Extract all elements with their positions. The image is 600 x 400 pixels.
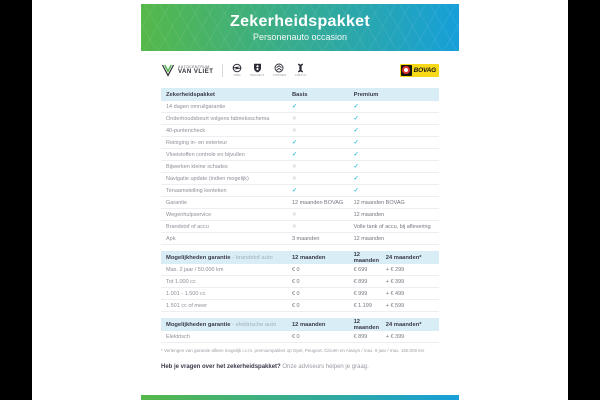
table-row bbox=[161, 161, 439, 173]
question-rest: Onze adviseurs helpen je graag. bbox=[282, 363, 369, 370]
row-label: Garantie bbox=[166, 199, 188, 206]
basis-cell: 3 maanden bbox=[291, 235, 320, 242]
brand-opel bbox=[232, 63, 242, 77]
brand-peugeot-label: PEUGEOT bbox=[250, 74, 265, 77]
table-row bbox=[161, 185, 439, 197]
aiways-logo-icon bbox=[294, 63, 307, 73]
price-cell: + € 299 bbox=[385, 266, 405, 273]
basis-cell: ✓ bbox=[291, 152, 297, 158]
header-12m-a: 12 maanden bbox=[291, 321, 326, 328]
row-label: 40-puntencheck bbox=[166, 127, 206, 134]
table-row bbox=[161, 197, 439, 209]
dealer-name-bottom: VAN VLIET bbox=[178, 69, 214, 75]
electric-warranty-table bbox=[161, 318, 439, 343]
row-label: Onderhoudsbeurt volgens fabrieksschema bbox=[166, 115, 270, 122]
logo-divider bbox=[222, 64, 223, 77]
basis-cell: ✓ bbox=[291, 188, 297, 194]
brand-logos bbox=[232, 63, 307, 77]
bovag-logo bbox=[400, 64, 439, 77]
bovag-icon bbox=[401, 65, 412, 76]
question-bold: Heb je vragen over het zekerheidspakket? bbox=[161, 363, 281, 370]
peugeot-logo-icon bbox=[253, 63, 262, 73]
table-row bbox=[161, 233, 439, 245]
table-row bbox=[161, 137, 439, 149]
header-basis: Basis bbox=[291, 91, 308, 98]
header-fuel-subtitle: - brandstof auto bbox=[232, 254, 273, 261]
price-cell: € 999 bbox=[353, 290, 368, 297]
row-label: Vloeistoffen controle en bijvullen bbox=[166, 151, 245, 158]
premium-cell: ✓ bbox=[353, 128, 359, 134]
premium-cell: ✓ bbox=[353, 104, 359, 110]
row-label: Max. 2 jaar / 50.000 km bbox=[166, 266, 224, 273]
table-row bbox=[161, 149, 439, 161]
row-label: 14 dagen omruilgarantie bbox=[166, 103, 226, 110]
row-label: Tenaamstelling kenteken bbox=[166, 187, 227, 194]
header-electric-title: Mogelijkheden garantie - elektrische auto bbox=[166, 321, 277, 328]
header-24m: 24 maanden* bbox=[385, 254, 422, 261]
header-12m-b: 12 maanden bbox=[353, 251, 380, 264]
header-24m: 24 maanden* bbox=[385, 321, 422, 328]
price-cell: € 0 bbox=[291, 278, 300, 285]
row-label: Apk bbox=[166, 235, 176, 242]
opel-logo-icon bbox=[232, 63, 242, 73]
fuel-table-header bbox=[161, 251, 439, 264]
footer-gradient-bar bbox=[141, 395, 459, 400]
table-row bbox=[161, 331, 439, 343]
premium-cell: ✓ bbox=[353, 152, 359, 158]
brand-citroen bbox=[273, 63, 286, 77]
row-label: Reiniging in- en exterieur bbox=[166, 139, 228, 146]
logo-row bbox=[161, 58, 439, 82]
package-table bbox=[161, 88, 439, 245]
row-label: Wegenhulpservice bbox=[166, 211, 212, 218]
table-row bbox=[161, 221, 439, 233]
header-12m-b: 12 maanden bbox=[353, 318, 380, 331]
row-label: Navigatie update (indien mogelijk) bbox=[166, 175, 249, 182]
price-cell: + € 599 bbox=[385, 302, 405, 309]
content-column bbox=[141, 4, 459, 400]
basis-cell: ✕ bbox=[291, 211, 297, 218]
bovag-label: BOVAG bbox=[413, 66, 436, 74]
premium-cell: ✓ bbox=[353, 176, 359, 182]
price-cell: € 699 bbox=[353, 266, 368, 273]
table-row bbox=[161, 113, 439, 125]
table-row bbox=[161, 101, 439, 113]
basis-cell: ✓ bbox=[291, 104, 297, 110]
brand-aiways-label: AIWAYS bbox=[294, 74, 307, 77]
table-row bbox=[161, 264, 439, 276]
price-cell: € 899 bbox=[353, 333, 368, 340]
page-title: Zekerheidspakket bbox=[230, 13, 370, 31]
dealer-v-icon bbox=[161, 64, 175, 77]
price-cell: € 0 bbox=[291, 290, 300, 297]
page-subtitle: Personenauto occasion bbox=[252, 31, 348, 42]
row-label: Bijwerken kleine schades bbox=[166, 163, 228, 170]
basis-cell: ✕ bbox=[291, 223, 297, 230]
table-row bbox=[161, 288, 439, 300]
row-label: 1.501 cc of meer bbox=[166, 302, 207, 309]
table-row bbox=[161, 173, 439, 185]
premium-cell: 12 maanden bbox=[353, 211, 385, 218]
table-row bbox=[161, 276, 439, 288]
footnote: * Verlengen van garantie alleen mogelijk i.c.m. premiumpakket op Opel, Peugeot, Citroën en Aiways / max. 8 jaar / max. 150.000 km bbox=[161, 348, 425, 353]
row-label: Brandstof of accu bbox=[166, 223, 209, 230]
premium-cell: Volle tank of accu, bij aflevering bbox=[353, 223, 431, 230]
dealer-logo bbox=[161, 64, 213, 77]
fuel-warranty-table bbox=[161, 251, 439, 312]
basis-cell: ✓ bbox=[291, 140, 297, 146]
price-cell: € 1.199 bbox=[353, 302, 372, 309]
price-cell: € 899 bbox=[353, 278, 368, 285]
price-cell: + € 399 bbox=[385, 278, 405, 285]
document-page bbox=[32, 0, 568, 400]
header-package: Zekerheidspakket bbox=[166, 91, 215, 98]
dealer-name bbox=[178, 65, 213, 75]
price-cell: € 0 bbox=[291, 266, 300, 273]
price-cell: + € 499 bbox=[385, 290, 405, 297]
package-table-header bbox=[161, 88, 439, 101]
brand-opel-label: OPEL bbox=[233, 74, 242, 77]
basis-cell: ✕ bbox=[291, 175, 297, 182]
basis-cell: ✕ bbox=[291, 115, 297, 122]
electric-table-header bbox=[161, 318, 439, 331]
premium-cell: ✓ bbox=[353, 116, 359, 122]
premium-cell: 12 maanden BOVAG bbox=[353, 199, 405, 206]
header-banner bbox=[141, 4, 459, 51]
premium-cell: ✓ bbox=[353, 164, 359, 170]
table-row bbox=[161, 209, 439, 221]
citroen-logo-icon bbox=[274, 63, 284, 73]
header-electric-subtitle: - elektrische auto bbox=[232, 321, 277, 328]
row-label: 1.001 - 1.500 cc bbox=[166, 290, 206, 297]
header-12m-a: 12 maanden bbox=[291, 254, 326, 261]
price-cell: € 0 bbox=[291, 333, 300, 340]
header-fuel-title: Mogelijkheden garantie - brandstof auto bbox=[166, 254, 273, 261]
brand-peugeot bbox=[250, 63, 264, 77]
premium-cell: 12 maanden bbox=[353, 235, 385, 242]
price-cell: + € 399 bbox=[385, 333, 405, 340]
question-line bbox=[161, 364, 439, 370]
brand-citroen-label: CITROËN bbox=[272, 74, 287, 77]
header-premium: Premium bbox=[353, 91, 379, 98]
dealer-name-top: AUTOCENTRUM bbox=[178, 65, 210, 69]
price-cell: € 0 bbox=[291, 302, 300, 309]
row-label: Elektrisch bbox=[166, 333, 190, 340]
brand-aiways bbox=[294, 63, 307, 77]
basis-cell: ✕ bbox=[291, 127, 297, 134]
row-label: Tot 1.000 cc bbox=[166, 278, 196, 285]
table-row bbox=[161, 300, 439, 312]
basis-cell: ✕ bbox=[291, 163, 297, 170]
premium-cell: ✓ bbox=[353, 188, 359, 194]
table-row bbox=[161, 125, 439, 137]
premium-cell: ✓ bbox=[353, 140, 359, 146]
basis-cell: 12 maanden BOVAG bbox=[291, 199, 344, 206]
